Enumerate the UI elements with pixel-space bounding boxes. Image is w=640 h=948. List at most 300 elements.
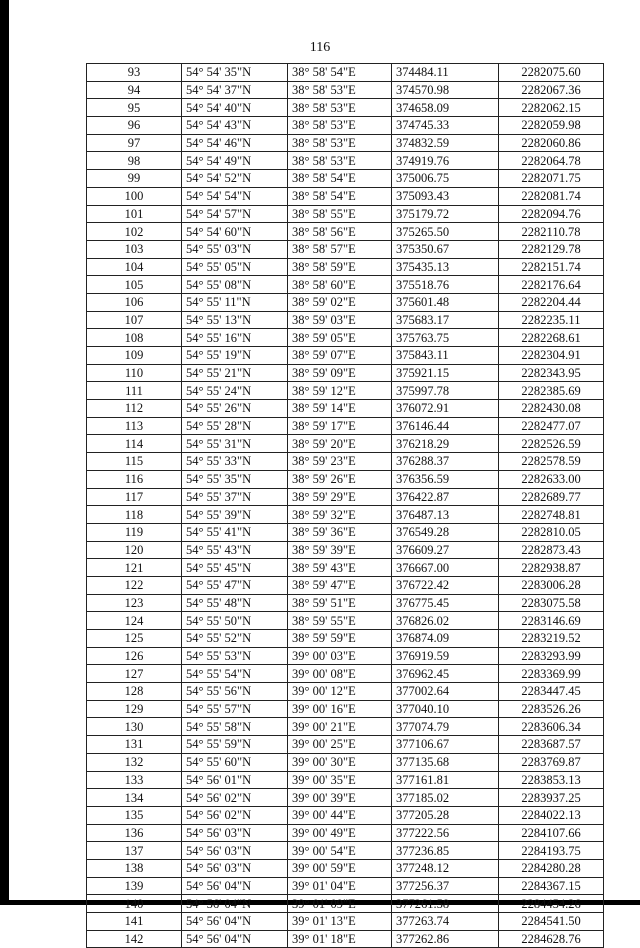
table-row bbox=[87, 842, 604, 860]
longitude-cell: 39° 00' 16"E bbox=[288, 700, 392, 718]
table-row bbox=[87, 488, 604, 506]
table-row bbox=[87, 630, 604, 648]
latitude-cell: 54° 55' 60"N bbox=[182, 753, 288, 771]
x-coordinate-cell: 376146.44 bbox=[392, 417, 499, 435]
x-coordinate-cell: 375518.76 bbox=[392, 276, 499, 294]
point-number-cell: 94 bbox=[87, 81, 182, 99]
point-number-cell: 130 bbox=[87, 718, 182, 736]
y-coordinate-cell: 2282430.08 bbox=[499, 400, 604, 418]
y-coordinate-cell: 2282235.11 bbox=[499, 311, 604, 329]
y-coordinate-cell: 2282094.76 bbox=[499, 205, 604, 223]
latitude-cell: 54° 54' 60"N bbox=[182, 223, 288, 241]
x-coordinate-cell: 377256.37 bbox=[392, 877, 499, 895]
table-row bbox=[87, 81, 604, 99]
longitude-cell: 39° 00' 59"E bbox=[288, 859, 392, 877]
x-coordinate-cell: 375683.17 bbox=[392, 311, 499, 329]
point-number-cell: 103 bbox=[87, 240, 182, 258]
point-number-cell: 141 bbox=[87, 913, 182, 931]
x-coordinate-cell: 377161.81 bbox=[392, 771, 499, 789]
x-coordinate-cell: 374658.09 bbox=[392, 99, 499, 117]
latitude-cell: 54° 55' 57"N bbox=[182, 700, 288, 718]
latitude-cell: 54° 55' 11"N bbox=[182, 293, 288, 311]
x-coordinate-cell: 376422.87 bbox=[392, 488, 499, 506]
x-coordinate-cell: 375843.11 bbox=[392, 347, 499, 365]
longitude-cell: 38° 59' 39"E bbox=[288, 541, 392, 559]
point-number-cell: 97 bbox=[87, 134, 182, 152]
longitude-cell: 38° 59' 07"E bbox=[288, 347, 392, 365]
x-coordinate-cell: 376874.09 bbox=[392, 630, 499, 648]
latitude-cell: 54° 54' 46"N bbox=[182, 134, 288, 152]
y-coordinate-cell: 2282477.07 bbox=[499, 417, 604, 435]
table-row bbox=[87, 99, 604, 117]
x-coordinate-cell: 377222.56 bbox=[392, 824, 499, 842]
point-number-cell: 127 bbox=[87, 665, 182, 683]
x-coordinate-cell: 374745.33 bbox=[392, 117, 499, 135]
table-row bbox=[87, 205, 604, 223]
x-coordinate-cell: 377205.28 bbox=[392, 806, 499, 824]
latitude-cell: 54° 54' 57"N bbox=[182, 205, 288, 223]
table-row bbox=[87, 400, 604, 418]
point-number-cell: 96 bbox=[87, 117, 182, 135]
point-number-cell: 129 bbox=[87, 700, 182, 718]
y-coordinate-cell: 2282062.15 bbox=[499, 99, 604, 117]
table-row bbox=[87, 347, 604, 365]
x-coordinate-cell: 377002.64 bbox=[392, 683, 499, 701]
longitude-cell: 38° 59' 02"E bbox=[288, 293, 392, 311]
latitude-cell: 54° 55' 54"N bbox=[182, 665, 288, 683]
y-coordinate-cell: 2282064.78 bbox=[499, 152, 604, 170]
latitude-cell: 54° 55' 37"N bbox=[182, 488, 288, 506]
y-coordinate-cell: 2282578.59 bbox=[499, 453, 604, 471]
y-coordinate-cell: 2282059.98 bbox=[499, 117, 604, 135]
table-row bbox=[87, 382, 604, 400]
x-coordinate-cell: 376919.59 bbox=[392, 647, 499, 665]
y-coordinate-cell: 2283937.25 bbox=[499, 789, 604, 807]
coordinates-table-body bbox=[87, 64, 604, 948]
x-coordinate-cell: 377074.79 bbox=[392, 718, 499, 736]
longitude-cell: 39° 00' 44"E bbox=[288, 806, 392, 824]
longitude-cell: 38° 58' 53"E bbox=[288, 99, 392, 117]
y-coordinate-cell: 2283769.87 bbox=[499, 753, 604, 771]
y-coordinate-cell: 2284022.13 bbox=[499, 806, 604, 824]
table-row bbox=[87, 293, 604, 311]
x-coordinate-cell: 374570.98 bbox=[392, 81, 499, 99]
y-coordinate-cell: 2284628.76 bbox=[499, 930, 604, 948]
point-number-cell: 140 bbox=[87, 895, 182, 913]
longitude-cell: 38° 59' 55"E bbox=[288, 612, 392, 630]
longitude-cell: 38° 59' 09"E bbox=[288, 364, 392, 382]
y-coordinate-cell: 2282385.69 bbox=[499, 382, 604, 400]
longitude-cell: 38° 59' 05"E bbox=[288, 329, 392, 347]
y-coordinate-cell: 2283526.26 bbox=[499, 700, 604, 718]
latitude-cell: 54° 56' 03"N bbox=[182, 824, 288, 842]
longitude-cell: 38° 59' 36"E bbox=[288, 523, 392, 541]
latitude-cell: 54° 55' 35"N bbox=[182, 470, 288, 488]
longitude-cell: 38° 59' 29"E bbox=[288, 488, 392, 506]
latitude-cell: 54° 54' 35"N bbox=[182, 64, 288, 82]
x-coordinate-cell: 376722.42 bbox=[392, 576, 499, 594]
table-row bbox=[87, 329, 604, 347]
latitude-cell: 54° 55' 31"N bbox=[182, 435, 288, 453]
latitude-cell: 54° 54' 49"N bbox=[182, 152, 288, 170]
table-row bbox=[87, 824, 604, 842]
point-number-cell: 117 bbox=[87, 488, 182, 506]
table-row bbox=[87, 417, 604, 435]
point-number-cell: 125 bbox=[87, 630, 182, 648]
point-number-cell: 132 bbox=[87, 753, 182, 771]
point-number-cell: 134 bbox=[87, 789, 182, 807]
table-row bbox=[87, 718, 604, 736]
y-coordinate-cell: 2283853.13 bbox=[499, 771, 604, 789]
longitude-cell: 38° 59' 59"E bbox=[288, 630, 392, 648]
table-row bbox=[87, 930, 604, 948]
latitude-cell: 54° 56' 02"N bbox=[182, 806, 288, 824]
point-number-cell: 109 bbox=[87, 347, 182, 365]
x-coordinate-cell: 377263.74 bbox=[392, 913, 499, 931]
y-coordinate-cell: 2282151.74 bbox=[499, 258, 604, 276]
longitude-cell: 38° 59' 26"E bbox=[288, 470, 392, 488]
longitude-cell: 38° 59' 14"E bbox=[288, 400, 392, 418]
coordinates-table bbox=[86, 63, 604, 948]
table-row bbox=[87, 877, 604, 895]
longitude-cell: 39° 00' 54"E bbox=[288, 842, 392, 860]
longitude-cell: 38° 59' 47"E bbox=[288, 576, 392, 594]
longitude-cell: 38° 59' 12"E bbox=[288, 382, 392, 400]
table-row bbox=[87, 612, 604, 630]
latitude-cell: 54° 54' 52"N bbox=[182, 170, 288, 188]
point-number-cell: 142 bbox=[87, 930, 182, 948]
table-row bbox=[87, 594, 604, 612]
latitude-cell: 54° 55' 48"N bbox=[182, 594, 288, 612]
longitude-cell: 39° 00' 03"E bbox=[288, 647, 392, 665]
longitude-cell: 39° 00' 39"E bbox=[288, 789, 392, 807]
x-coordinate-cell: 377040.10 bbox=[392, 700, 499, 718]
longitude-cell: 39° 00' 12"E bbox=[288, 683, 392, 701]
longitude-cell: 39° 01' 13"E bbox=[288, 913, 392, 931]
longitude-cell: 39° 01' 18"E bbox=[288, 930, 392, 948]
longitude-cell: 38° 58' 53"E bbox=[288, 134, 392, 152]
x-coordinate-cell: 375997.78 bbox=[392, 382, 499, 400]
point-number-cell: 95 bbox=[87, 99, 182, 117]
x-coordinate-cell: 377248.12 bbox=[392, 859, 499, 877]
point-number-cell: 108 bbox=[87, 329, 182, 347]
table-row bbox=[87, 152, 604, 170]
x-coordinate-cell: 376667.00 bbox=[392, 559, 499, 577]
y-coordinate-cell: 2282081.74 bbox=[499, 187, 604, 205]
table-row bbox=[87, 789, 604, 807]
longitude-cell: 39° 01' 09"E bbox=[288, 895, 392, 913]
longitude-cell: 38° 59' 17"E bbox=[288, 417, 392, 435]
longitude-cell: 39° 01' 04"E bbox=[288, 877, 392, 895]
y-coordinate-cell: 2282689.77 bbox=[499, 488, 604, 506]
y-coordinate-cell: 2282633.00 bbox=[499, 470, 604, 488]
latitude-cell: 54° 55' 56"N bbox=[182, 683, 288, 701]
y-coordinate-cell: 2284280.28 bbox=[499, 859, 604, 877]
point-number-cell: 100 bbox=[87, 187, 182, 205]
latitude-cell: 54° 55' 43"N bbox=[182, 541, 288, 559]
x-coordinate-cell: 377236.85 bbox=[392, 842, 499, 860]
point-number-cell: 122 bbox=[87, 576, 182, 594]
y-coordinate-cell: 2282129.78 bbox=[499, 240, 604, 258]
latitude-cell: 54° 56' 04"N bbox=[182, 913, 288, 931]
table-row bbox=[87, 435, 604, 453]
table-row bbox=[87, 541, 604, 559]
table-row bbox=[87, 311, 604, 329]
latitude-cell: 54° 55' 47"N bbox=[182, 576, 288, 594]
latitude-cell: 54° 56' 02"N bbox=[182, 789, 288, 807]
longitude-cell: 39° 00' 25"E bbox=[288, 736, 392, 754]
x-coordinate-cell: 376962.45 bbox=[392, 665, 499, 683]
y-coordinate-cell: 2284541.50 bbox=[499, 913, 604, 931]
y-coordinate-cell: 2282810.05 bbox=[499, 523, 604, 541]
page-number: 116 bbox=[309, 40, 331, 55]
y-coordinate-cell: 2283447.45 bbox=[499, 683, 604, 701]
longitude-cell: 39° 00' 49"E bbox=[288, 824, 392, 842]
latitude-cell: 54° 54' 43"N bbox=[182, 117, 288, 135]
y-coordinate-cell: 2283146.69 bbox=[499, 612, 604, 630]
table-row bbox=[87, 665, 604, 683]
point-number-cell: 116 bbox=[87, 470, 182, 488]
x-coordinate-cell: 374832.59 bbox=[392, 134, 499, 152]
latitude-cell: 54° 55' 33"N bbox=[182, 453, 288, 471]
y-coordinate-cell: 2282526.59 bbox=[499, 435, 604, 453]
y-coordinate-cell: 2283293.99 bbox=[499, 647, 604, 665]
point-number-cell: 110 bbox=[87, 364, 182, 382]
table-row bbox=[87, 276, 604, 294]
x-coordinate-cell: 377106.67 bbox=[392, 736, 499, 754]
x-coordinate-cell: 375435.13 bbox=[392, 258, 499, 276]
y-coordinate-cell: 2284454.26 bbox=[499, 895, 604, 913]
y-coordinate-cell: 2282873.43 bbox=[499, 541, 604, 559]
latitude-cell: 54° 55' 19"N bbox=[182, 347, 288, 365]
latitude-cell: 54° 55' 08"N bbox=[182, 276, 288, 294]
point-number-cell: 99 bbox=[87, 170, 182, 188]
table-row bbox=[87, 806, 604, 824]
latitude-cell: 54° 55' 24"N bbox=[182, 382, 288, 400]
x-coordinate-cell: 376775.45 bbox=[392, 594, 499, 612]
x-coordinate-cell: 374484.11 bbox=[392, 64, 499, 82]
y-coordinate-cell: 2283006.28 bbox=[499, 576, 604, 594]
point-number-cell: 138 bbox=[87, 859, 182, 877]
latitude-cell: 54° 55' 58"N bbox=[182, 718, 288, 736]
table-row bbox=[87, 559, 604, 577]
point-number-cell: 119 bbox=[87, 523, 182, 541]
latitude-cell: 54° 55' 16"N bbox=[182, 329, 288, 347]
table-row bbox=[87, 506, 604, 524]
x-coordinate-cell: 376218.29 bbox=[392, 435, 499, 453]
x-coordinate-cell: 375921.15 bbox=[392, 364, 499, 382]
y-coordinate-cell: 2284107.66 bbox=[499, 824, 604, 842]
point-number-cell: 137 bbox=[87, 842, 182, 860]
table-row bbox=[87, 170, 604, 188]
latitude-cell: 54° 55' 28"N bbox=[182, 417, 288, 435]
table-row bbox=[87, 470, 604, 488]
point-number-cell: 115 bbox=[87, 453, 182, 471]
table-row bbox=[87, 187, 604, 205]
point-number-cell: 113 bbox=[87, 417, 182, 435]
point-number-cell: 102 bbox=[87, 223, 182, 241]
point-number-cell: 139 bbox=[87, 877, 182, 895]
y-coordinate-cell: 2282071.75 bbox=[499, 170, 604, 188]
latitude-cell: 54° 56' 03"N bbox=[182, 842, 288, 860]
longitude-cell: 38° 58' 53"E bbox=[288, 117, 392, 135]
x-coordinate-cell: 375763.75 bbox=[392, 329, 499, 347]
point-number-cell: 136 bbox=[87, 824, 182, 842]
latitude-cell: 54° 55' 52"N bbox=[182, 630, 288, 648]
table-row bbox=[87, 895, 604, 913]
point-number-cell: 107 bbox=[87, 311, 182, 329]
y-coordinate-cell: 2282176.64 bbox=[499, 276, 604, 294]
x-coordinate-cell: 376826.02 bbox=[392, 612, 499, 630]
longitude-cell: 38° 59' 43"E bbox=[288, 559, 392, 577]
table-row bbox=[87, 117, 604, 135]
point-number-cell: 133 bbox=[87, 771, 182, 789]
point-number-cell: 114 bbox=[87, 435, 182, 453]
x-coordinate-cell: 376609.27 bbox=[392, 541, 499, 559]
x-coordinate-cell: 377261.58 bbox=[392, 895, 499, 913]
y-coordinate-cell: 2282110.78 bbox=[499, 223, 604, 241]
longitude-cell: 38° 58' 57"E bbox=[288, 240, 392, 258]
point-number-cell: 105 bbox=[87, 276, 182, 294]
point-number-cell: 98 bbox=[87, 152, 182, 170]
latitude-cell: 54° 55' 41"N bbox=[182, 523, 288, 541]
longitude-cell: 38° 58' 53"E bbox=[288, 81, 392, 99]
table-row bbox=[87, 240, 604, 258]
latitude-cell: 54° 54' 37"N bbox=[182, 81, 288, 99]
y-coordinate-cell: 2282938.87 bbox=[499, 559, 604, 577]
latitude-cell: 54° 55' 03"N bbox=[182, 240, 288, 258]
table-row bbox=[87, 859, 604, 877]
table-row bbox=[87, 683, 604, 701]
latitude-cell: 54° 55' 21"N bbox=[182, 364, 288, 382]
table-row bbox=[87, 64, 604, 82]
y-coordinate-cell: 2283687.57 bbox=[499, 736, 604, 754]
latitude-cell: 54° 56' 04"N bbox=[182, 930, 288, 948]
table-row bbox=[87, 647, 604, 665]
x-coordinate-cell: 375265.50 bbox=[392, 223, 499, 241]
longitude-cell: 38° 59' 03"E bbox=[288, 311, 392, 329]
point-number-cell: 120 bbox=[87, 541, 182, 559]
x-coordinate-cell: 377185.02 bbox=[392, 789, 499, 807]
table-row bbox=[87, 364, 604, 382]
point-number-cell: 124 bbox=[87, 612, 182, 630]
x-coordinate-cell: 377262.86 bbox=[392, 930, 499, 948]
y-coordinate-cell: 2284367.15 bbox=[499, 877, 604, 895]
x-coordinate-cell: 377135.68 bbox=[392, 753, 499, 771]
point-number-cell: 126 bbox=[87, 647, 182, 665]
longitude-cell: 38° 59' 20"E bbox=[288, 435, 392, 453]
table-row bbox=[87, 134, 604, 152]
table-row bbox=[87, 223, 604, 241]
longitude-cell: 38° 58' 55"E bbox=[288, 205, 392, 223]
latitude-cell: 54° 55' 13"N bbox=[182, 311, 288, 329]
point-number-cell: 101 bbox=[87, 205, 182, 223]
longitude-cell: 38° 58' 54"E bbox=[288, 170, 392, 188]
longitude-cell: 39° 00' 21"E bbox=[288, 718, 392, 736]
point-number-cell: 135 bbox=[87, 806, 182, 824]
latitude-cell: 54° 55' 50"N bbox=[182, 612, 288, 630]
latitude-cell: 54° 55' 26"N bbox=[182, 400, 288, 418]
x-coordinate-cell: 375093.43 bbox=[392, 187, 499, 205]
y-coordinate-cell: 2283606.34 bbox=[499, 718, 604, 736]
point-number-cell: 104 bbox=[87, 258, 182, 276]
latitude-cell: 54° 56' 04"N bbox=[182, 877, 288, 895]
longitude-cell: 38° 59' 23"E bbox=[288, 453, 392, 471]
latitude-cell: 54° 56' 01"N bbox=[182, 771, 288, 789]
x-coordinate-cell: 376356.59 bbox=[392, 470, 499, 488]
table-row bbox=[87, 771, 604, 789]
latitude-cell: 54° 55' 53"N bbox=[182, 647, 288, 665]
point-number-cell: 93 bbox=[87, 64, 182, 82]
table-row bbox=[87, 753, 604, 771]
longitude-cell: 38° 58' 54"E bbox=[288, 187, 392, 205]
point-number-cell: 112 bbox=[87, 400, 182, 418]
x-coordinate-cell: 375350.67 bbox=[392, 240, 499, 258]
longitude-cell: 39° 00' 08"E bbox=[288, 665, 392, 683]
latitude-cell: 54° 55' 59"N bbox=[182, 736, 288, 754]
y-coordinate-cell: 2282268.61 bbox=[499, 329, 604, 347]
x-coordinate-cell: 376549.28 bbox=[392, 523, 499, 541]
table-row bbox=[87, 576, 604, 594]
x-coordinate-cell: 375179.72 bbox=[392, 205, 499, 223]
point-number-cell: 118 bbox=[87, 506, 182, 524]
y-coordinate-cell: 2282204.44 bbox=[499, 293, 604, 311]
y-coordinate-cell: 2282060.86 bbox=[499, 134, 604, 152]
y-coordinate-cell: 2283219.52 bbox=[499, 630, 604, 648]
x-coordinate-cell: 376072.91 bbox=[392, 400, 499, 418]
latitude-cell: 54° 56' 03"N bbox=[182, 859, 288, 877]
point-number-cell: 123 bbox=[87, 594, 182, 612]
x-coordinate-cell: 376487.13 bbox=[392, 506, 499, 524]
latitude-cell: 54° 54' 54"N bbox=[182, 187, 288, 205]
x-coordinate-cell: 374919.76 bbox=[392, 152, 499, 170]
longitude-cell: 38° 58' 56"E bbox=[288, 223, 392, 241]
latitude-cell: 54° 55' 05"N bbox=[182, 258, 288, 276]
y-coordinate-cell: 2282748.81 bbox=[499, 506, 604, 524]
longitude-cell: 38° 59' 32"E bbox=[288, 506, 392, 524]
y-coordinate-cell: 2282343.95 bbox=[499, 364, 604, 382]
y-coordinate-cell: 2283369.99 bbox=[499, 665, 604, 683]
table-row bbox=[87, 258, 604, 276]
longitude-cell: 38° 58' 60"E bbox=[288, 276, 392, 294]
point-number-cell: 106 bbox=[87, 293, 182, 311]
latitude-cell: 54° 56' 04"N bbox=[182, 895, 288, 913]
longitude-cell: 39° 00' 30"E bbox=[288, 753, 392, 771]
longitude-cell: 38° 59' 51"E bbox=[288, 594, 392, 612]
x-coordinate-cell: 375601.48 bbox=[392, 293, 499, 311]
latitude-cell: 54° 55' 39"N bbox=[182, 506, 288, 524]
x-coordinate-cell: 376288.37 bbox=[392, 453, 499, 471]
table-row bbox=[87, 523, 604, 541]
point-number-cell: 121 bbox=[87, 559, 182, 577]
y-coordinate-cell: 2282304.91 bbox=[499, 347, 604, 365]
longitude-cell: 38° 58' 53"E bbox=[288, 152, 392, 170]
y-coordinate-cell: 2284193.75 bbox=[499, 842, 604, 860]
x-coordinate-cell: 375006.75 bbox=[392, 170, 499, 188]
table-row bbox=[87, 736, 604, 754]
y-coordinate-cell: 2282075.60 bbox=[499, 64, 604, 82]
table-row bbox=[87, 913, 604, 931]
point-number-cell: 128 bbox=[87, 683, 182, 701]
scan-edge-left bbox=[0, 0, 9, 905]
longitude-cell: 39° 00' 35"E bbox=[288, 771, 392, 789]
table-row bbox=[87, 700, 604, 718]
table-row bbox=[87, 453, 604, 471]
latitude-cell: 54° 55' 45"N bbox=[182, 559, 288, 577]
y-coordinate-cell: 2282067.36 bbox=[499, 81, 604, 99]
longitude-cell: 38° 58' 59"E bbox=[288, 258, 392, 276]
point-number-cell: 111 bbox=[87, 382, 182, 400]
